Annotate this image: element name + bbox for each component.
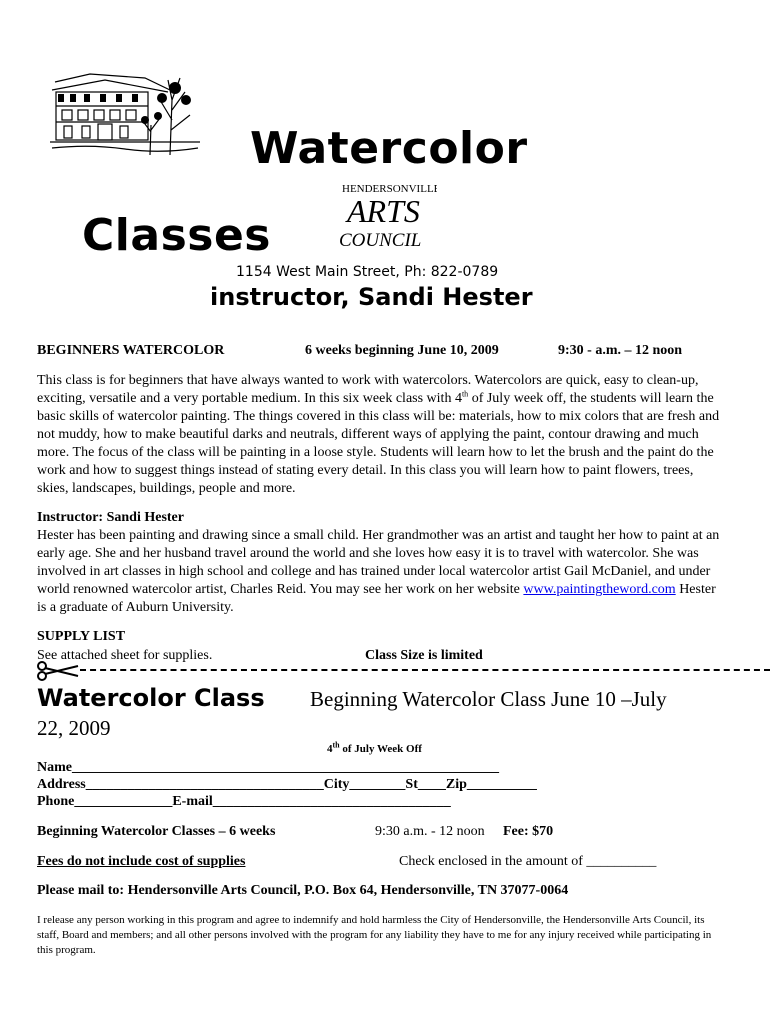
cut-line-divider — [80, 669, 770, 671]
page-title-line-1: Watercolor — [250, 123, 528, 174]
fees-note: Fees do not include cost of supplies — [37, 854, 246, 869]
name-field[interactable]: Name_____________________________________________________________ — [37, 760, 499, 775]
description-text-2: of July week off, the students will learn the basic skills of watercolor painting. The things covered in this class will be: materials, how to mix colors that are fresh and not muddy, how to make beautiful darks and neutrals, different ways of applying the paint, contour drawing and much more. The focus of the class will be painting in a loose style. Students will learn how to let the brush and the paint do the work and how to suggest things instead of stating every detail. In this class you will learn how to paint flowers, trees, skies, landscapes, buildings, people and more. — [37, 391, 720, 496]
logo-text-middle: ARTS — [347, 193, 420, 229]
class-size-note: Class Size is limited — [365, 648, 483, 663]
address-field[interactable]: Address__________________________________City________St____Zip__________ — [37, 777, 537, 792]
week-off-note — [327, 740, 422, 755]
bio-text-1: Hester has been painting and drawing since a small child. Her grandmother was an artist and taught her how to paint at an early age. She and her husband travel around the world and she loves how easy it is to travel with watercolor. She was involved in art classes in high school and college and has trained under local watercolor artist Gail McDaniel, and under world renowned watercolor artist, Charles Reid. You may see her work on her website — [37, 528, 720, 597]
page-title-line-2: Classes — [82, 210, 271, 261]
instructor-subtitle: instructor, Sandi Hester — [210, 283, 533, 311]
instructor-bio — [37, 527, 727, 617]
logo-text-top: HENDERSONVILLE — [342, 183, 437, 195]
house-illustration — [50, 70, 200, 160]
form-subtitle: Beginning Watercolor Class June 10 –July — [310, 687, 667, 711]
week-off-text: of July Week Off — [339, 743, 422, 755]
classes-label: Beginning Watercolor Classes – 6 weeks — [37, 824, 276, 839]
arts-council-logo — [337, 180, 437, 252]
address-line: 1154 West Main Street, Ph: 822-0789 — [236, 264, 499, 280]
liability-release: I release any person working in this program and agree to indemnify and hold harmless the City of Hendersonville, the Hendersonville Arts Council, its staff, Board and members; and all other persons involved with the program for any liability they have to me for any injury received while participating in this program. — [37, 914, 712, 956]
instructor-heading: Instructor: Sandi Hester — [37, 510, 184, 525]
class-time-label: 9:30 a.m. - 12 noon — [375, 824, 485, 839]
course-description — [37, 372, 727, 498]
week-off-superscript: th — [332, 740, 340, 750]
website-link[interactable]: www.paintingtheword.com — [523, 582, 676, 597]
form-subtitle-continued: 22, 2009 — [37, 716, 111, 740]
bio-text-2: Hester is a graduate of Auburn University. — [37, 582, 716, 615]
mailing-address: Please mail to: Hendersonville Arts Council, P.O. Box 64, Hendersonville, TN 37077-0064 — [37, 883, 569, 898]
description-superscript: th — [461, 389, 469, 399]
fee-label: Fee: $70 — [503, 824, 554, 839]
form-title: Watercolor Class — [37, 684, 265, 712]
course-name: BEGINNERS WATERCOLOR — [37, 343, 225, 358]
supply-list-heading: SUPPLY LIST — [37, 629, 126, 644]
logo-text-bottom: COUNCIL — [339, 230, 422, 251]
course-dates: 6 weeks beginning June 10, 2009 — [305, 343, 499, 358]
scissors-icon — [36, 660, 80, 682]
supply-list-text: See attached sheet for supplies. — [37, 648, 213, 663]
phone-email-field[interactable]: Phone______________E-mail__________________________________ — [37, 794, 451, 809]
course-time: 9:30 - a.m. – 12 noon — [558, 343, 683, 358]
week-off-number: 4 — [327, 743, 333, 755]
check-amount-field[interactable]: Check enclosed in the amount of __________ — [399, 854, 657, 869]
description-text-1: This class is for beginners that have always wanted to work with watercolors. Watercolors are quick, easy to clean-up, exciting, versatile and a very portable medium. In this six week class with 4 — [37, 373, 699, 406]
